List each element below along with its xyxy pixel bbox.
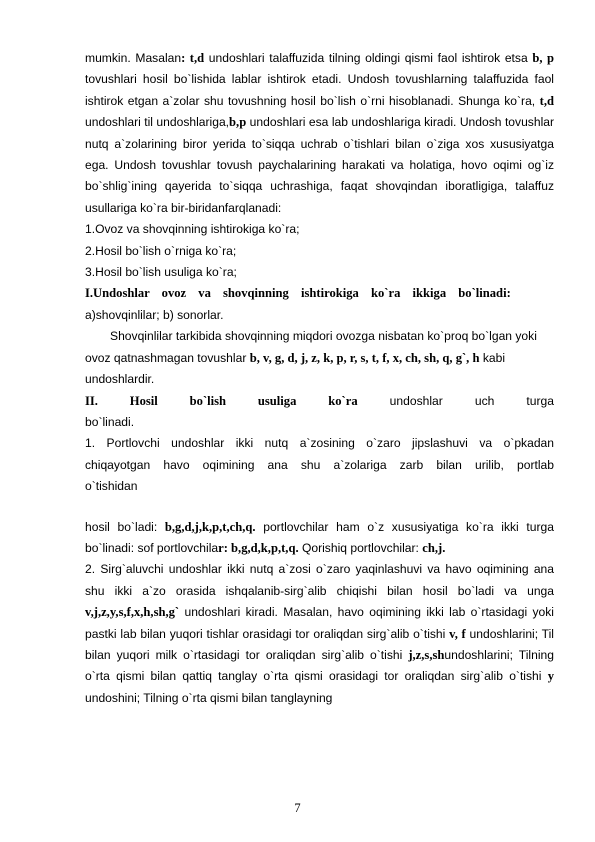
list-item: 1.Ovoz va shovqinning ishtirokiga ko`ra;	[85, 222, 300, 237]
text-run: Shovqinlilar tarkibida shovqinning miqdori ovozga nisbatan ko`proq bo`lgan yoki ovoz qatnashmagan tovushlar	[85, 329, 537, 365]
text-run: undoshlar uch turga bo`linadi.	[85, 393, 554, 429]
bold-run: b,g,d,j,k,p,t,ch,q.	[164, 519, 256, 534]
bold-run: b, p	[532, 51, 554, 65]
bold-run: j,z,s,sh	[408, 647, 445, 662]
blank-line	[85, 498, 554, 517]
page-number: 7	[294, 801, 301, 815]
bold-run: t,d	[539, 93, 554, 108]
list-item: 3.Hosil bo`lish usuliga ko`ra;	[85, 265, 237, 280]
text-run: undoshlari talaffuzida tilning oldingi qismi faol ishtirok etsa	[204, 51, 533, 65]
text-run: hosil bo`ladi:	[85, 519, 165, 534]
section-heading-1: I.Undoshlar ovoz va shovqinning ishtirokiga ko`ra ikkiga bo`linadi:	[85, 286, 511, 301]
bold-run: : t,d	[181, 51, 205, 65]
paragraph-consonant-articulation	[85, 48, 554, 219]
subtypes-line: a)shovqinlilar; b) sonorlar.	[85, 307, 224, 322]
paragraph-plosive-types	[85, 517, 554, 560]
bold-run: II. Hosil bo`lish usuliga ko`ra	[85, 393, 358, 408]
bold-run: v,j,z,y,s,f,x,h,sh,g`	[85, 605, 180, 620]
paragraph-noisy-consonants	[85, 326, 554, 390]
section-heading-2	[85, 391, 554, 434]
text-run: mumkin. Masalan	[85, 51, 182, 65]
bold-run: ch,j.	[422, 540, 446, 555]
paragraph-fricatives	[85, 559, 554, 709]
text-run: kabi undoshlardir.	[85, 350, 506, 387]
bold-run: y	[547, 669, 554, 684]
document-page	[85, 48, 554, 709]
text-run: undoshlari til undoshlariga,	[85, 115, 230, 130]
paragraph-plosives	[85, 433, 554, 497]
text-run: portlovchilar ham o`z xususiyatiga ko`ra ikki turga bo`linadi: sof portlovchila	[85, 519, 554, 555]
list-item: 2.Hosil bo`lish o`rniga ko`ra;	[85, 243, 237, 258]
bold-run: b,p	[229, 115, 247, 130]
text-run: undoshlarini; Tilning o`rta qismi bilan qattiq tanglay o`rta qismi orasidagi tor oraliqdan sirg`alib o`tishi	[85, 647, 554, 684]
text-run: tovushlari hosil bo`lishida lablar ishtirok etadi. Undosh tovushlarning talaffuzida faol ishtirok etgan a`zolar shu tovushning hosil bo`lish o`rni hisoblanadi. Shunga ko`ra,	[85, 72, 554, 108]
bold-run: r: b,g,d,k,p,t,q.	[218, 540, 299, 555]
text-run: undoshlarini; Til bilan yuqori milk o`rtasidagi tor oraliqdan sirg`alib o`tishi	[85, 626, 554, 662]
text-run: undoshlari kiradi. Masalan, havo oqimining ikki lab o`rtasidagi yoki pastki lab bilan yuqori tishlar orasidagi tor oraliqdan sirg`alib o`tishi	[85, 605, 554, 641]
bold-run: b, v, g, d, j, z, k, p, r, s, t, f, x, ch, sh, q, g`, h	[249, 350, 480, 365]
text-run: undoshlari esa lab undoshlariga kiradi. Undosh tovushlar nutq a`zolarining biror yerida to`siqqa uchrab o`tishlari bilan o`ziga xos xususiyatga ega. Undosh tovushlar tovush paychalarining harakati va holatiga, hovo oqimi og`iz bo`shlig`ining qayerida to`siqqa uchrashiga, faqat shovqindan iboratligiga, talaffuz usullariga ko`ra bir-biridanfarqlanadi:	[85, 115, 555, 215]
text-run: 1. Portlovchi undoshlar ikki nutq a`zosining o`zaro jipslashuvi va o`pkadan chiqayotgan havo oqimining ana shu a`zolariga zarb bilan urilib, portlab o`tishidan	[85, 436, 554, 494]
text-run: 2. Sirg`aluvchi undoshlar ikki nutq a`zosi o`zaro yaqinlashuvi va havo oqimining ana shu ikki a`zo orasida ishqalanib-sirg`alib chiqishi bilan hosil bo`ladi va unga	[85, 562, 554, 598]
text-run: Qorishiq portlovchilar:	[298, 540, 423, 555]
text-run: undoshini; Tilning o`rta qismi bilan tanglayning	[85, 690, 333, 705]
bold-run: v, f	[449, 626, 466, 641]
